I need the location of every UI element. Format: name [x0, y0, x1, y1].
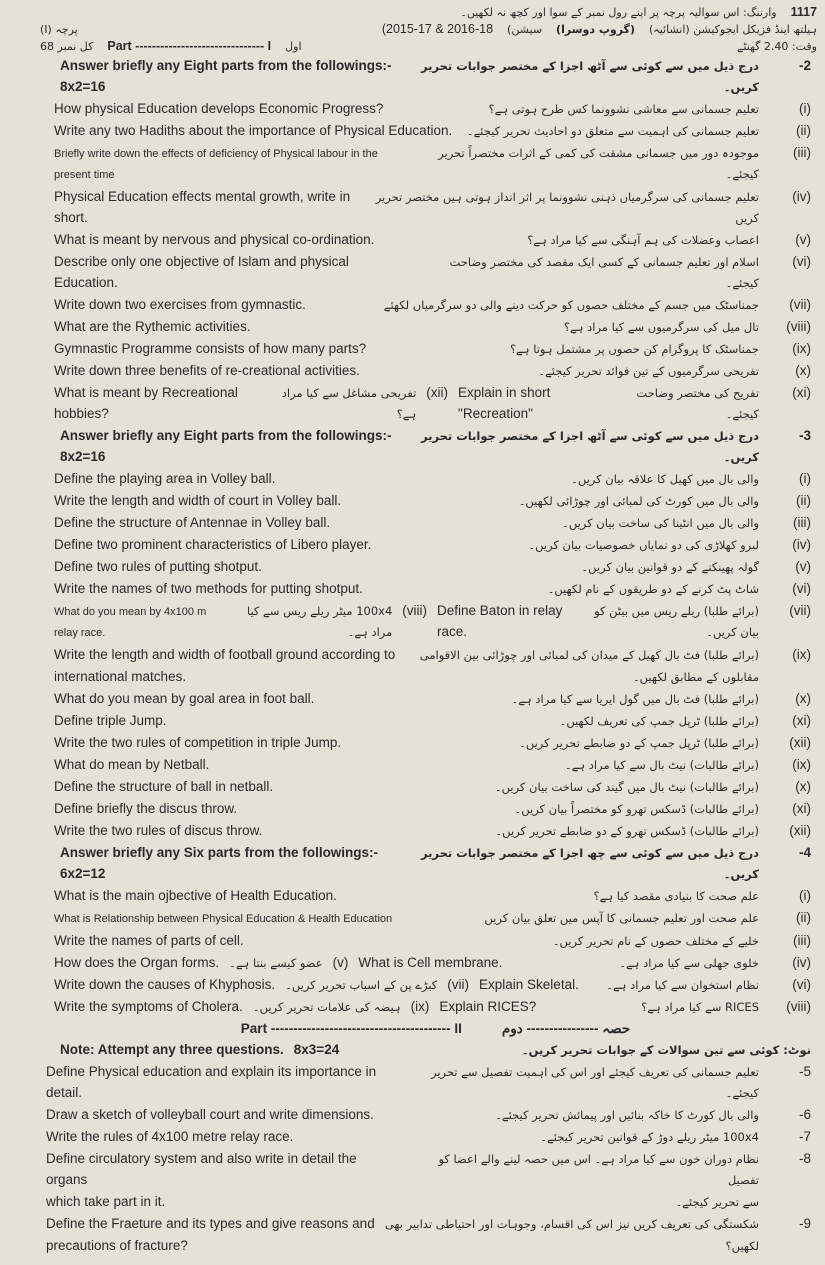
sub-number: (vi): [792, 254, 811, 269]
question-urdu: تعلیم جسمانی کی سرگرمیاں ذہنی نشوونما پر اثر انداز ہوتی ہیں مختصر تحریر کریں: [375, 190, 759, 225]
question-urdu: علم صحت اور تعلیم جسمانی کا آپس میں تعلق بیان کریں: [484, 911, 759, 925]
question-urdu: (برائے طالبات) نیٹ بال میں گیند کی ساخت بیان کریں۔: [494, 780, 759, 794]
sub-number: (i): [799, 471, 811, 486]
question-urdu: شاٹ پٹ کرنے کے دو طریقوں کے نام لکھیں۔: [547, 582, 759, 596]
question-urdu: (برائے طلبا) فٹ بال میں گول ایریا سے کیا مراد ہے۔: [511, 692, 759, 706]
sub-number: (ix): [792, 647, 811, 662]
question-english: Define two rules of putting shotput.: [54, 559, 262, 574]
question-english: What is meant by nervous and physical co-ordination.: [54, 232, 375, 247]
question-urdu: (برائے طالبات) ڈسکس تھرو کو مختصراً بیان کریں۔: [514, 802, 759, 816]
q2-heading: [0, 55, 825, 98]
question-urdu-left: عضو کیسے بنتا ہے۔: [229, 956, 323, 970]
question-item: [0, 666, 825, 688]
question-item: [0, 820, 825, 842]
sub-number: (ix): [792, 757, 811, 772]
question-english: Write the symptoms of Cholera.: [54, 999, 243, 1014]
question-number: -5: [798, 1064, 811, 1079]
question-item: [0, 776, 825, 798]
question-number: -8: [798, 1151, 811, 1166]
header-row-warning: [0, 4, 825, 21]
question-item: [0, 600, 825, 644]
question-urdu: اسلام اور تعلیم جسمانی کے کسی ایک مقصد کی مختصر وضاحت کیجئے۔: [449, 255, 759, 290]
question-english: Briefly write down the effects of deficiency of Physical labour in the present time: [54, 148, 378, 181]
question-english: Describe only one objective of Islam and physical Education.: [54, 254, 349, 290]
question-urdu: علم صحت کا بنیادی مقصد کیا ہے؟: [593, 889, 759, 903]
question-english: which take part in it.: [46, 1194, 166, 1209]
question-number: -3: [798, 428, 811, 443]
question-urdu: تعلیم جسمانی سے معاشی نشوونما کس طرح ہوتی ہے؟: [488, 102, 759, 116]
warning-text: وارننگ: اس سوالیہ پرچہ پر اپنے رول نمبر کے سوا اور کچھ نہ لکھیں۔: [460, 6, 777, 19]
sub-number: (vi): [792, 977, 811, 992]
paper-number: پرچہ (I): [40, 23, 78, 36]
sub-number: (x): [795, 691, 811, 706]
sub-number: (v): [795, 232, 811, 247]
question-paper-body: [0, 55, 825, 1257]
question-urdu: تفریحی سرگرمیوں کے تین فوائد تحریر کیجئے۔: [538, 364, 759, 378]
question-english: Define triple Jump.: [54, 713, 167, 728]
question-item: [0, 885, 825, 907]
question-english: What is Relationship between Physical Education & Health Education: [54, 913, 393, 925]
question-urdu: خلیے کے مختلف حصوں کے نام تحریر کریں۔: [552, 934, 759, 948]
question-urdu: والی بال کورٹ کا خاکہ بنائیں اور پیمائش تحریر کیجئے۔: [495, 1108, 759, 1122]
question-item: [0, 490, 825, 512]
question-english: Write the names of two methods for putting shotput.: [54, 581, 363, 596]
question-english-right: Explain Skeletal.: [479, 977, 579, 992]
sub-number: (x): [795, 779, 811, 794]
note-text: Note: Attempt any three questions.: [60, 1042, 284, 1057]
long-question: [0, 1191, 825, 1213]
question-item: [0, 732, 825, 754]
question-item: [0, 930, 825, 952]
session-label: سیشن): [507, 23, 543, 36]
question-urdu: (برائے طالبات) نیٹ بال سے کیا مراد ہے۔: [564, 758, 759, 772]
question-item: [0, 120, 825, 142]
sub-number: (v): [332, 955, 349, 970]
question-urdu: والی بال میں انٹینا کی ساخت بیان کریں۔: [562, 516, 759, 530]
question-urdu-left: کبڑے پن کے اسباب تحریر کریں۔: [285, 978, 438, 992]
question-english: Gymnastic Programme consists of how many parts?: [54, 341, 367, 356]
long-question: [0, 1213, 825, 1235]
question-item: [0, 907, 825, 930]
question-item: [0, 556, 825, 578]
question-item: [0, 294, 825, 316]
question-english: Define the Fraeture and its types and give reasons and: [46, 1216, 375, 1231]
question-item: [0, 952, 825, 974]
question-number: -7: [798, 1129, 811, 1144]
question-item: [0, 798, 825, 820]
question-english: Write the length and width of court in Volley ball.: [54, 493, 342, 508]
question-item: [0, 974, 825, 996]
sub-number: (vii): [447, 977, 470, 992]
question-english: What is the main ojbective of Health Education.: [54, 888, 337, 903]
sub-number: (iv): [792, 955, 811, 970]
question-english: Write the two rules of discus throw.: [54, 823, 263, 838]
sub-number: (xii): [789, 735, 811, 750]
part-two-label: [0, 1018, 825, 1039]
sub-number: (vii): [789, 603, 811, 618]
question-number: -4: [798, 845, 811, 860]
sub-number: (viii): [786, 999, 811, 1014]
question-urdu: (برائے طلبا) ٹرپل جمپ کے دو ضابطے تحریر کریں۔: [519, 736, 759, 750]
question-english: Physical Education effects mental growth, write in short.: [54, 189, 351, 225]
paper-code: 1117: [790, 5, 817, 19]
question-item: [0, 512, 825, 534]
time-allowed: وقت: 2.40 گھنٹے: [737, 40, 817, 53]
header-row-session: [0, 21, 825, 38]
sub-number: (iv): [792, 537, 811, 552]
heading-urdu: درج ذیل میں سے کوئی سے آٹھ اجزا کے مختصر جوابات تحریر کریں۔: [420, 429, 759, 464]
question-english-right: Define Baton in relay race.: [437, 603, 563, 639]
question-english: Define two prominent characteristics of Libero player.: [54, 537, 372, 552]
question-item: [0, 468, 825, 490]
q4-heading: [0, 842, 825, 885]
sub-number: (iv): [792, 189, 811, 204]
question-urdu: خلوی جھلی سے کیا مراد ہے۔: [619, 956, 759, 970]
question-english: What are the Rythemic activities.: [54, 319, 251, 334]
question-urdu: (برائے طالبات) ڈسکس تھرو کے دو ضابطے تحریر کریں۔: [495, 824, 759, 838]
question-urdu: گولہ پھینکنے کے دو قوانین بیان کریں۔: [581, 560, 759, 574]
sub-number: (xi): [792, 801, 811, 816]
question-urdu: تال میل کی سرگرمیوں سے کیا مراد ہے؟: [563, 320, 759, 334]
sub-number: (xi): [792, 385, 812, 400]
question-english: Write the length and width of football ground according to: [54, 647, 396, 662]
question-urdu: (برائے طلبا) ٹرپل جمپ کی تعریف لکھیں۔: [559, 714, 759, 728]
question-urdu: تعلیم جسمانی کی اہمیت سے متعلق دو احادیث تحریر کیجئے۔: [466, 124, 759, 138]
question-urdu: RICES سے کیا مراد ہے؟: [641, 1000, 759, 1014]
question-english: What do you mean by 4x100 m relay race.: [54, 606, 207, 639]
question-english: Write any two Hadiths about the importance of Physical Education.: [54, 123, 453, 138]
question-english: What is meant by Recreational hobbies?: [54, 385, 238, 421]
question-item: [0, 316, 825, 338]
question-english: How physical Education develops Economic Progress?: [54, 101, 384, 116]
part-two-ur: حصہ ---------------- دوم: [501, 1021, 631, 1036]
sub-number: (ii): [796, 910, 811, 925]
question-item: [0, 996, 825, 1018]
heading-urdu: درج ذیل میں سے کوئی سے چھ اجزا کے مختصر جوابات تحریر کریں۔: [420, 846, 759, 881]
question-urdu: والی بال میں کورٹ کی لمبائی اور چوڑائی لکھیں۔: [518, 494, 759, 508]
sub-number: (xii): [426, 385, 449, 400]
question-urdu: نظام دوران خون سے کیا مراد ہے۔ اس میں حصہ لینے والے اعضا کو تفصیل: [438, 1152, 759, 1187]
question-item: [0, 578, 825, 600]
marks-text: 8x3=24: [293, 1042, 340, 1057]
sub-number: (iii): [793, 145, 811, 160]
question-english: Write the rules of 4x100 metre relay race.: [46, 1129, 294, 1144]
question-item: [0, 360, 825, 382]
question-number: -9: [798, 1216, 811, 1231]
sub-number: (vii): [789, 297, 811, 312]
question-item: [0, 251, 825, 294]
long-question: [0, 1104, 825, 1126]
question-english: Write down the causes of Khyphosis.: [54, 977, 276, 992]
question-item: [0, 644, 825, 666]
question-english: Define Physical education and explain its importance in detail.: [46, 1064, 377, 1100]
question-item: [0, 338, 825, 360]
heading-urdu: درج ذیل میں سے کوئی سے آٹھ اجزا کے مختصر جوابات تحریر کریں۔: [420, 59, 759, 94]
question-item: [0, 710, 825, 732]
subject-title: ہیلتھ اینڈ فزیکل ایجوکیشن (انشائیہ): [648, 23, 817, 36]
sub-number: (i): [799, 101, 811, 116]
question-urdu-left: 100x4 میٹر ریلے ریس سے کیا مراد ہے۔: [246, 604, 393, 639]
question-urdu: نظام استخوان سے کیا مراد ہے۔: [606, 978, 759, 992]
sub-number: (viii): [786, 319, 811, 334]
sub-number: (ii): [796, 493, 811, 508]
sub-number: (iii): [793, 515, 811, 530]
sub-number: (viii): [402, 603, 428, 618]
sub-number: (ix): [792, 341, 811, 356]
part-one-ur: اول: [285, 40, 302, 53]
session-years: (2015-17 & 2016-18: [381, 22, 494, 36]
question-english: What do mean by Netball.: [54, 757, 210, 772]
question-urdu: (برائے طلبا) ریلے ریس میں بیٹن کو بیان کریں۔: [594, 604, 759, 639]
sub-number: (xii): [789, 823, 811, 838]
sub-number: (xi): [792, 713, 811, 728]
question-item: [0, 534, 825, 556]
question-english: Write the names of parts of cell.: [54, 933, 244, 948]
question-item: [0, 382, 825, 425]
q2-heading-text: Answer briefly any Eight parts from the followings:- 8x2=16: [60, 58, 392, 94]
q3-heading-text: Answer briefly any Eight parts from the followings:- 8x2=16: [60, 428, 392, 464]
question-urdu: سے تحریر کیجئے۔: [675, 1195, 759, 1209]
question-english: Write down three benefits of re-creational activities.: [54, 363, 360, 378]
sub-number: (ix): [410, 999, 430, 1014]
q3-heading: [0, 425, 825, 468]
question-number: -2: [798, 58, 811, 73]
question-urdu: (برائے طلبا) فٹ بال کھیل کے میدان کی لمبائی اور چوڑائی بین الاقوامی: [419, 648, 759, 662]
total-marks: کل نمبر 68: [40, 40, 94, 53]
question-english-right: Explain in short "Recreation": [458, 385, 551, 421]
question-urdu: مقابلوں کے مطابق لکھیں۔: [632, 670, 759, 684]
sub-number: (iii): [793, 933, 811, 948]
question-item: [0, 754, 825, 776]
question-item: [0, 142, 825, 186]
question-english: Write the two rules of competition in triple Jump.: [54, 735, 342, 750]
long-question: [0, 1235, 825, 1257]
question-item: [0, 229, 825, 251]
question-urdu: جمناسٹک میں جسم کے مختلف حصوں کو حرکت دینے والی دو سرگرمیاں لکھئے: [383, 298, 759, 312]
question-item: [0, 688, 825, 710]
long-question: [0, 1061, 825, 1104]
note-row: [0, 1039, 825, 1061]
question-urdu: والی بال میں کھیل کا علاقہ بیان کریں۔: [571, 472, 759, 486]
question-urdu: تفریح کی مختصر وضاحت کیجئے۔: [636, 386, 760, 421]
part-one-label: Part ------------------------------- I: [107, 39, 272, 53]
question-urdu-left: ہیضہ کی علامات تحریر کریں۔: [252, 1000, 401, 1014]
question-urdu: لبرو کھلاڑی کی دو نمایاں خصوصیات بیان کریں۔: [528, 538, 759, 552]
question-english: What do you mean by goal area in foot ball.: [54, 691, 315, 706]
question-urdu: تعلیم جسمانی کی تعریف کیجئے اور اس کی اہمیت تفصیل سے تحریر کیجئے۔: [430, 1065, 759, 1100]
question-english-right: What is Cell membrane.: [358, 955, 503, 970]
long-question: [0, 1148, 825, 1191]
q4-heading-text: Answer briefly any Six parts from the followings:- 6x2=12: [60, 845, 379, 881]
question-english: Define the playing area in Volley ball.: [54, 471, 276, 486]
long-question: [0, 1126, 825, 1148]
question-english: Write down two exercises from gymnastic.: [54, 297, 306, 312]
question-english: How does the Organ forms.: [54, 955, 220, 970]
question-number: -6: [798, 1107, 811, 1122]
question-urdu: اعصاب وعضلات کی ہم آہنگی سے کیا مراد ہے؟: [527, 233, 759, 247]
question-urdu: شکستگی کی تعریف کریں نیز اس کی اقسام، وجوہات اور احتیاطی تدابیر بھی: [384, 1217, 759, 1231]
sub-number: (vi): [792, 581, 811, 596]
question-english: Define circulatory system and also write in detail the organs: [46, 1151, 357, 1187]
question-english: international matches.: [54, 669, 187, 684]
sub-number: (x): [795, 363, 811, 378]
header-row-part: [0, 38, 825, 55]
question-english: Define the structure of ball in netball.: [54, 779, 274, 794]
question-item: [0, 186, 825, 229]
question-urdu: جمناسٹک کا پروگرام کن حصوں پر مشتمل ہوتا ہے؟: [509, 342, 759, 356]
question-urdu-left: تفریحی مشاغل سے کیا مراد ہے؟: [281, 386, 417, 421]
sub-number: (ii): [796, 123, 811, 138]
question-urdu: موجودہ دور میں جسمانی مشقت کی کمی کے اثرات مختصراً تحریر کیجئے۔: [438, 146, 759, 181]
group-label: (گروپ دوسرا): [556, 23, 635, 36]
question-english: Define the structure of Antennae in Volley ball.: [54, 515, 331, 530]
sub-number: (v): [795, 559, 811, 574]
part-two-text: Part ---------------------------------------- II: [240, 1021, 462, 1036]
question-item: [0, 98, 825, 120]
question-urdu: 100x4 میٹر ریلے دوڑ کے قوانین تحریر کیجئے۔: [540, 1130, 759, 1144]
sub-number: (i): [799, 888, 811, 903]
question-english-right: Explain RICES?: [439, 999, 537, 1014]
note-urdu: نوٹ: کوئی سے تین سوالات کے جوابات تحریر کریں۔: [521, 1043, 811, 1057]
question-urdu: لکھیں؟: [725, 1239, 759, 1253]
paper-header: [0, 4, 825, 55]
question-english: precautions of fracture?: [46, 1238, 188, 1253]
question-english: Draw a sketch of volleyball court and write dimensions.: [46, 1107, 374, 1122]
question-english: Define briefly the discus throw.: [54, 801, 238, 816]
